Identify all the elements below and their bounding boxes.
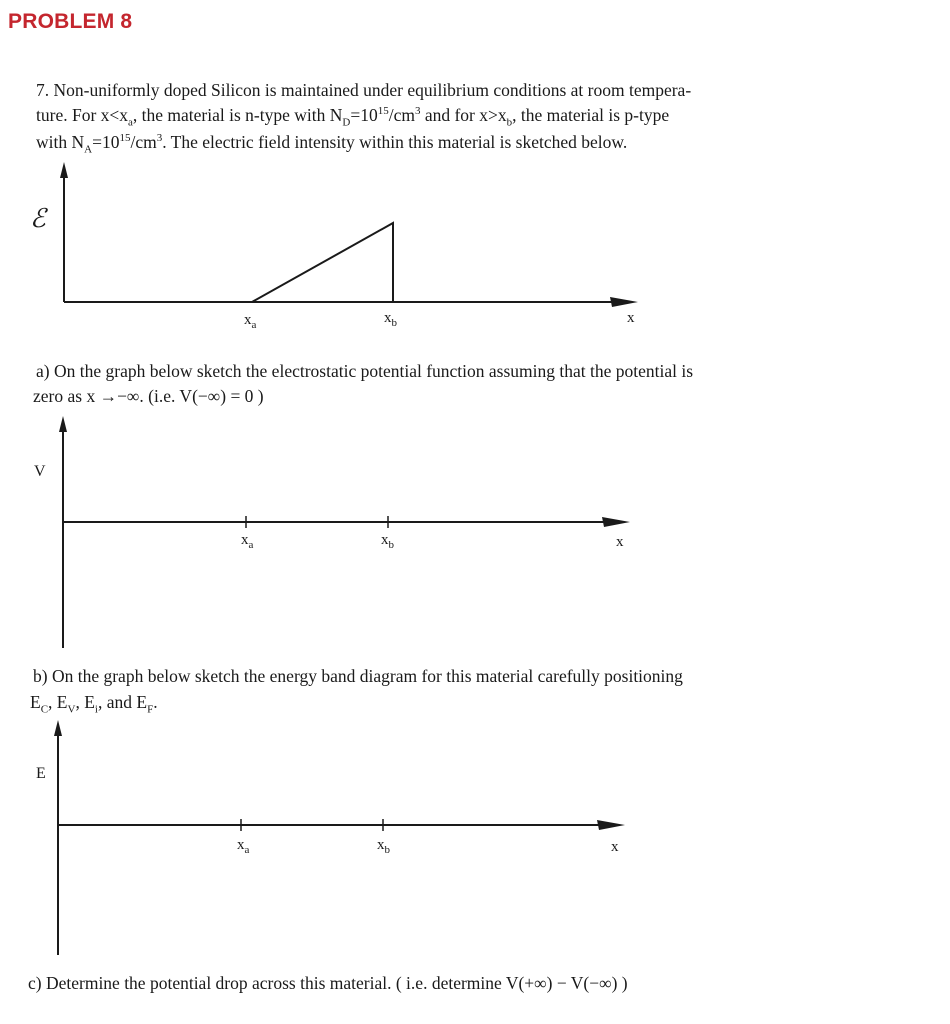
subscript: A — [84, 143, 93, 156]
graph1-x-end-label: x — [627, 310, 635, 326]
part-b-line-2 — [30, 691, 158, 716]
x-axis-arrowhead — [602, 517, 630, 527]
subscript: F — [147, 703, 154, 716]
text-run: /cm — [388, 105, 415, 125]
subscript: D — [342, 116, 351, 129]
text-run: , the material is p-type — [512, 105, 670, 125]
graph3-x-end-label: x — [611, 839, 619, 855]
x-label: x — [237, 837, 245, 853]
part-c-text: c) Determine the potential drop across this material. ( i.e. determine V(+∞) − V(−∞) ) — [28, 973, 628, 993]
field-triangle — [252, 223, 393, 302]
x-label: x — [381, 532, 389, 548]
x-label: x — [241, 532, 249, 548]
superscript: 15 — [119, 132, 131, 145]
superscript: 3 — [414, 105, 421, 118]
electric-field-symbol: ℰ — [30, 204, 46, 234]
text-run: . — [153, 692, 158, 712]
subscript: a — [128, 116, 133, 129]
text-run: with N — [36, 132, 85, 152]
text-run: /cm — [130, 132, 157, 152]
text-run: , and E — [97, 692, 148, 712]
text-run: and for x>x — [420, 105, 507, 125]
y-axis-arrowhead — [54, 720, 62, 736]
text-run: =10 — [92, 132, 120, 152]
graph3-xa-label — [237, 837, 249, 854]
x-subscript: b — [384, 844, 390, 856]
part-b-line-1: b) On the graph below sketch the energy band diagram for this material carefully positioning — [33, 666, 683, 686]
graph2-xb-label — [381, 532, 394, 549]
text-run: . The electric field intensity within this material is sketched below. — [162, 132, 628, 152]
problem-number: 7. — [36, 80, 50, 100]
part-a-line-2: zero as x →−∞. (i.e. V(−∞) = 0 ) — [33, 386, 264, 406]
x-subscript: a — [251, 319, 257, 331]
text-run: E — [30, 692, 41, 712]
graph1-xb-label — [384, 310, 397, 327]
x-label: x — [384, 310, 392, 326]
x-subscript: b — [391, 317, 397, 329]
y-axis-arrowhead — [60, 162, 68, 178]
text-run: ture. For x<x — [36, 105, 129, 125]
x-subscript: a — [244, 844, 250, 856]
graph2-xa-label — [241, 532, 253, 549]
problem-text: Non-uniformly doped Silicon is maintained under equilibrium conditions at room tempera- — [53, 80, 692, 100]
x-axis-arrowhead — [610, 297, 638, 307]
superscript: 15 — [377, 105, 389, 118]
text-run: , E — [75, 692, 95, 712]
subscript: i — [94, 703, 98, 716]
text-run: , the material is n-type with N — [132, 105, 343, 125]
x-label: x — [244, 312, 252, 328]
potential-axis-label: V — [34, 463, 46, 480]
x-subscript: b — [388, 539, 394, 551]
subscript: C — [40, 703, 49, 716]
subscript: b — [506, 116, 513, 129]
subscript: V — [67, 703, 76, 716]
x-subscript: a — [248, 539, 254, 551]
graph3-xb-label — [377, 837, 390, 854]
potential-graph — [59, 416, 630, 648]
text-run: , E — [48, 692, 68, 712]
energy-axis-label: E — [36, 765, 46, 782]
superscript: 3 — [156, 132, 163, 145]
part-a-line-1: a) On the graph below sketch the electrostatic potential function assuming that the potential is — [36, 361, 694, 381]
problem-heading: PROBLEM 8 — [8, 10, 133, 33]
electric-field-graph — [60, 162, 638, 307]
energy-graph — [54, 720, 625, 955]
x-axis-arrowhead — [597, 820, 625, 830]
text-run: =10 — [350, 105, 378, 125]
graph2-x-end-label: x — [616, 534, 624, 550]
x-label: x — [377, 837, 385, 853]
y-axis-arrowhead — [59, 416, 67, 432]
graph1-xa-label — [244, 312, 256, 329]
